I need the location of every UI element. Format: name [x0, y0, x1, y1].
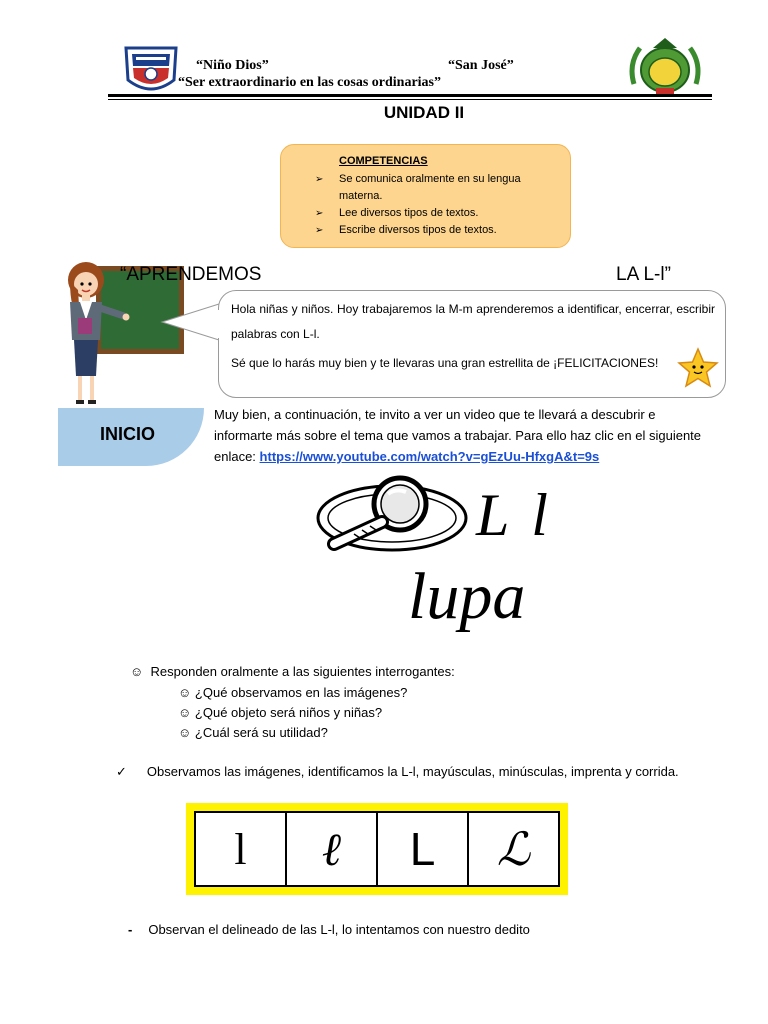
cursive-word: lupa [408, 560, 526, 633]
question-item: ☺ ¿Qué observamos en las imágenes? [178, 685, 408, 700]
question-item: ☺ ¿Qué objeto será niños y niñas? [178, 705, 383, 720]
checkmark-icon: ✓ [116, 764, 127, 779]
star-icon [677, 347, 719, 389]
letter-cell-lower-print: l [196, 813, 287, 885]
question-item: ☺ ¿Cuál será su utilidad? [178, 725, 328, 740]
speech-bubble-tail [160, 300, 222, 346]
questions-intro: ☺ Responden oralmente a las siguientes interrogantes: [130, 664, 455, 679]
speech-bubble-tail-cover [218, 310, 220, 338]
letter-cell-upper-print: L [378, 813, 469, 885]
speech-bubble [218, 290, 726, 398]
smiley-icon: ☺ [130, 664, 144, 679]
letters-table [194, 811, 560, 887]
competencias-list [315, 171, 560, 239]
competencias-title: COMPETENCIAS [339, 155, 428, 167]
competencia-item: ➢ Escribe diversos tipos de textos. [315, 222, 560, 239]
letter-cell-lower-cursive: ℓ [287, 813, 378, 885]
school-name-right: “San José” [448, 58, 514, 73]
video-link[interactable]: https://www.youtube.com/watch?v=gEzUu-HfxgA&t=9s [259, 449, 600, 464]
school-logo-left [122, 44, 180, 98]
smiley-icon: ☺ [178, 725, 192, 740]
lesson-title-left: “APRENDEMOS [120, 264, 262, 285]
competencias-box [280, 144, 571, 248]
school-name-left: “Niño Dios” [196, 58, 269, 73]
letters-frame [186, 803, 568, 895]
dash-bullet: - [128, 922, 133, 937]
intro-text: Muy bien, a continuación, te invito a ver un video que te llevará a descubrir e informarte más sobre el tema que vamos a trabajar. Para ello haz clic en el siguiente enlace: [214, 407, 702, 464]
bubble-text-2: Sé que lo harás muy bien y te llevaras una gran estrellita de ¡FELICITACIONES! [231, 356, 659, 370]
smiley-icon: ☺ [178, 705, 192, 720]
inicio-banner [58, 408, 204, 466]
magnifying-glass-icon [314, 474, 470, 556]
cursive-letters: L l [476, 482, 552, 548]
competencia-item: ➢ Lee diversos tipos de textos. [315, 205, 560, 222]
school-logo-right [626, 34, 704, 102]
competencia-item: ➢ Se comunica oralmente en su lengua materna. [315, 171, 560, 205]
smiley-icon: ☺ [178, 685, 192, 700]
unit-title: UNIDAD II [383, 103, 465, 122]
lesson-title-right: LA L-l” [616, 264, 671, 285]
intro-paragraph [214, 404, 704, 467]
trace-line: - Observan el delineado de las L-l, lo intentamos con nuestro dedito [128, 922, 530, 937]
header-rule-top [108, 94, 712, 97]
bubble-text-1: Hola niñas y niños. Hoy trabajaremos la M-m aprenderemos a identificar, encerrar, escribir palabras con L-l. [231, 302, 715, 341]
header-rule-bottom [108, 99, 712, 100]
inicio-label: INICIO [100, 424, 156, 444]
letter-cell-upper-cursive: ℒ [496, 824, 531, 875]
observe-line: ✓ Observamos las imágenes, identificamos la L-l, mayúsculas, minúsculas, imprenta y corrida. [116, 764, 679, 779]
school-motto: “Ser extraordinario en las cosas ordinarias” [178, 75, 442, 90]
